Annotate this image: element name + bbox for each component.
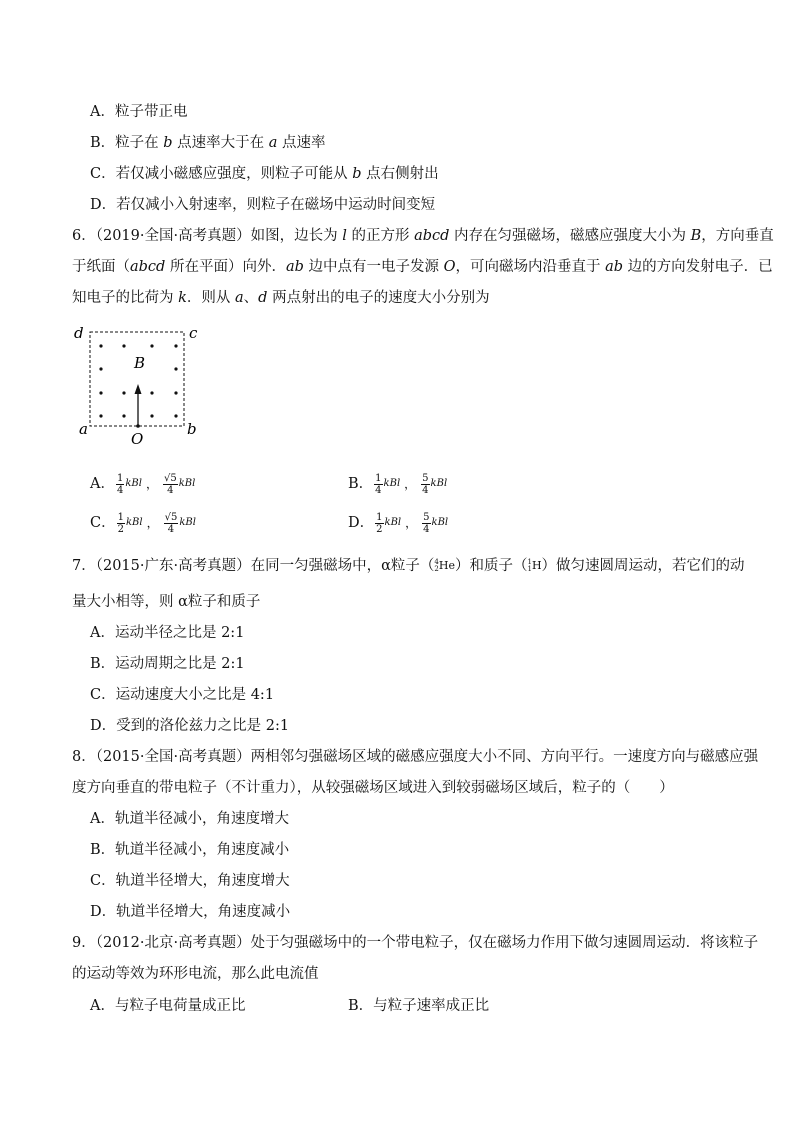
label-field-b: B bbox=[134, 354, 146, 372]
q7-option-b[interactable]: B．运动周期之比是 2:1 bbox=[90, 656, 245, 672]
label-o: O bbox=[131, 430, 144, 448]
q9-stem-line2: 的运动等效为环形电流，那么此电流值 bbox=[72, 966, 319, 982]
source-point bbox=[136, 424, 140, 428]
q5-option-d[interactable]: D．若仅减小入射速率，则粒子在磁场中运动时间变短 bbox=[90, 197, 436, 213]
q7-option-c[interactable]: C．运动速度大小之比是 4:1 bbox=[90, 687, 275, 703]
q5-option-b[interactable]: B．粒子在 b 点速率大于在 a 点速率 bbox=[90, 135, 326, 151]
label-b: b bbox=[187, 420, 197, 438]
q8-option-c[interactable]: C．轨道半径增大，角速度增大 bbox=[90, 873, 290, 889]
q6-stem-line1: 6．（2019·全国·高考真题）如图，边长为 l 的正方形 abcd 内存在匀强磁场，磁感应强度大小为 B，方向垂直 bbox=[72, 228, 774, 244]
q6-option-d[interactable]: D． $\frac{1}{2}$ kBl ， $\frac{5}{4}$ kBl bbox=[348, 511, 449, 535]
label-a: a bbox=[79, 420, 88, 438]
hydrogen-nucleus: 1 1 H bbox=[527, 558, 542, 573]
q8-stem-line1: 8．（2015·全国·高考真题）两相邻匀强磁场区域的磁感应强度大小不同、方向平行。一速度方向与磁感应强 bbox=[72, 749, 759, 765]
fraction: $\frac{√5}{4}$ bbox=[163, 472, 177, 496]
label-d: d bbox=[74, 324, 84, 342]
fraction: $\frac{1}{4}$ bbox=[375, 472, 382, 496]
q6-option-a[interactable]: A． $\frac{1}{4}$ kBl ， $\frac{√5}{4}$ kBl bbox=[90, 472, 196, 496]
q7-stem-line1: 7．（2015·广东·高考真题）在同一匀强磁场中，α粒子（ 4 2 He）和质子（ 1 1 H）做匀速圆周运动，若它们的动 bbox=[72, 558, 745, 574]
q5-option-c[interactable]: C．若仅减小磁感应强度，则粒子可能从 b 点右侧射出 bbox=[90, 166, 439, 182]
fraction: $\frac{√5}{4}$ bbox=[164, 511, 178, 535]
q8-option-b[interactable]: B．轨道半径减小，角速度减小 bbox=[90, 842, 290, 858]
q6-option-b[interactable]: B． $\frac{1}{4}$ kBl ， $\frac{5}{4}$ kBl bbox=[348, 472, 448, 496]
fraction: $\frac{1}{4}$ bbox=[116, 472, 124, 496]
label-c: c bbox=[189, 324, 198, 342]
square-region bbox=[90, 332, 184, 426]
helium-nucleus: 4 2 He bbox=[434, 558, 455, 573]
magnetic-field-diagram bbox=[70, 322, 210, 448]
q7-stem-line2: 量大小相等，则 α粒子和质子 bbox=[72, 594, 261, 610]
q6-stem-line2: 于纸面（abcd 所在平面）向外．ab 边中点有一电子发源 O，可向磁场内沿垂直于 ab 边的方向发射电子．已 bbox=[72, 259, 773, 275]
arrow-head-icon bbox=[135, 384, 142, 394]
q8-stem-line2: 度方向垂直的带电粒子（不计重力），从较强磁场区域进入到较弱磁场区域后，粒子的（ ） bbox=[72, 780, 674, 796]
q7-option-a[interactable]: A．运动半径之比是 2:1 bbox=[90, 625, 245, 641]
fraction: $\frac{1}{2}$ bbox=[376, 511, 383, 535]
q9-option-b[interactable]: B．与粒子速率成正比 bbox=[348, 998, 490, 1014]
fraction: $\frac{1}{2}$ bbox=[117, 511, 124, 535]
q6-option-c[interactable]: C． $\frac{1}{2}$ kBl ， $\frac{√5}{4}$ kBl bbox=[90, 511, 196, 535]
q6-stem-line3: 知电子的比荷为 k．则从 a、d 两点射出的电子的速度大小分别为 bbox=[72, 290, 490, 306]
q9-stem-line1: 9．（2012·北京·高考真题）处于匀强磁场中的一个带电粒子，仅在磁场力作用下做匀速圆周运动．将该粒子 bbox=[72, 935, 759, 951]
q8-option-a[interactable]: A．轨道半径减小，角速度增大 bbox=[90, 811, 289, 827]
q7-option-d[interactable]: D．受到的洛伦兹力之比是 2:1 bbox=[90, 718, 290, 734]
q5-option-a[interactable]: A．粒子带正电 bbox=[90, 104, 188, 120]
q9-option-a[interactable]: A．与粒子电荷量成正比 bbox=[90, 998, 246, 1014]
q8-option-d[interactable]: D．轨道半径增大，角速度减小 bbox=[90, 904, 291, 920]
fraction: $\frac{5}{4}$ bbox=[422, 472, 429, 496]
fraction: $\frac{5}{4}$ bbox=[423, 511, 430, 535]
